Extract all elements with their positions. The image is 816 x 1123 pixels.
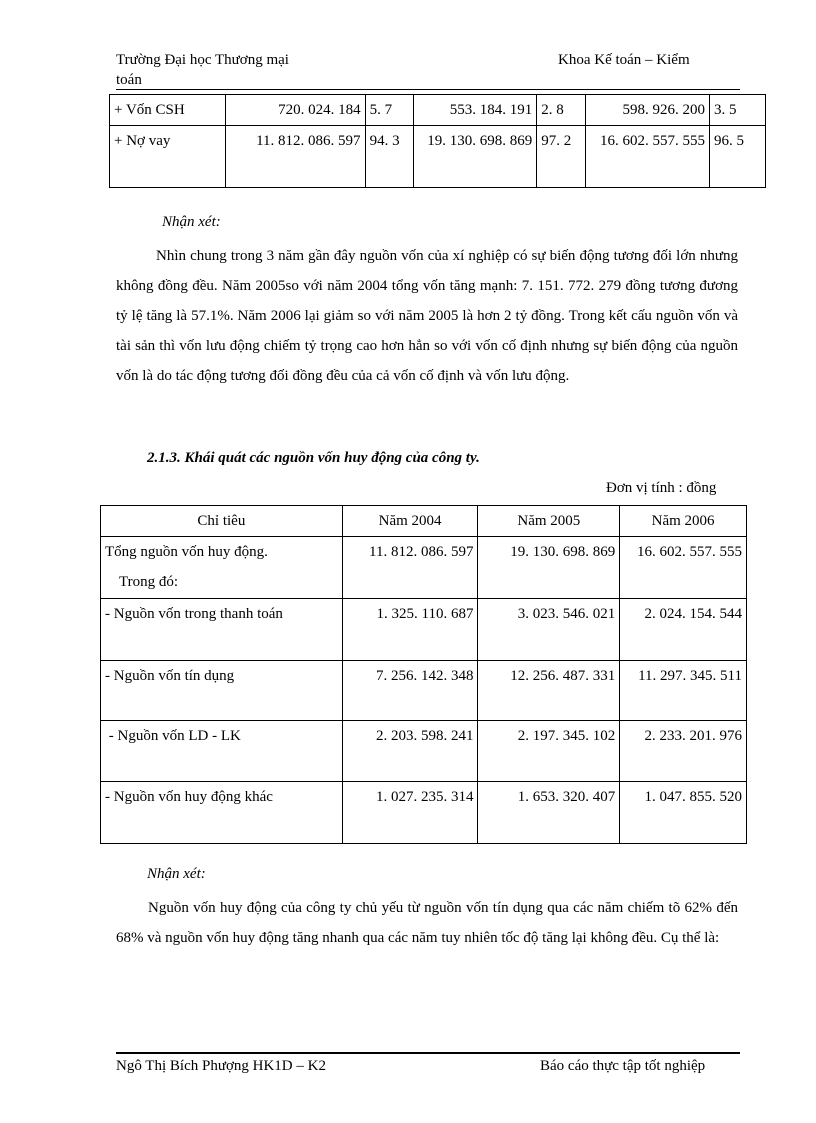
table-header-row bbox=[101, 506, 747, 537]
cell-percent: 96. 5 bbox=[710, 126, 766, 188]
table-row bbox=[110, 95, 766, 126]
cell-percent: 5. 7 bbox=[365, 95, 413, 126]
header-school-cont: toán bbox=[116, 72, 142, 88]
section-heading: 2.1.3. Khái quát các nguồn vốn huy động của công ty. bbox=[147, 450, 480, 466]
note-paragraph: Nguồn vốn huy động của công ty chủ yếu từ nguồn vốn tín dụng qua các năm chiếm tõ 62% đến 68% và nguồn vốn huy động tăng nhanh qua các năm tuy nhiên tốc độ tăng lại không đều. Cụ thể là: bbox=[116, 900, 738, 946]
note-label: Nhận xét: bbox=[162, 214, 221, 230]
cell-percent: 97. 2 bbox=[537, 126, 586, 188]
cell-value: 2. 203. 598. 241 bbox=[342, 721, 478, 782]
note-paragraph: Nhìn chung trong 3 năm gần đây nguồn vốn của xí nghiệp có sự biến động tương đối lớn nhưng không đồng đều. Năm 2005so với năm 2004 tổng vốn tăng mạnh: 7. 151. 772. 279 đồng tương đương tỷ lệ tăng là 57.1%. Năm 2006 lại giảm so với năm 2005 là hơn 2 tỷ đồng. Trong kết cấu nguồn vốn và tài sản thì vốn lưu động chiếm tỷ trọng cao hơn hẳn so với vốn cố định nhưng sự biến động của nguồn vốn là do tác động tương đối đồng đều của cả vốn cố định và vốn lưu động. bbox=[116, 248, 738, 384]
cell-value: 598. 926. 200 bbox=[586, 95, 710, 126]
cell-value: 19. 130. 698. 869 bbox=[413, 126, 537, 188]
cell-value: 1. 027. 235. 314 bbox=[342, 782, 478, 844]
cell-value: 553. 184. 191 bbox=[413, 95, 537, 126]
table-row bbox=[101, 721, 747, 782]
row-label: + Vốn CSH bbox=[110, 95, 226, 126]
table-row bbox=[101, 782, 747, 844]
row-label: - Nguồn vốn LD - LK bbox=[101, 721, 343, 782]
table-row bbox=[101, 599, 747, 661]
mobilized-capital-table bbox=[100, 505, 747, 844]
cell-value: 1. 653. 320. 407 bbox=[478, 782, 620, 844]
cell-value: 11. 297. 345. 511 bbox=[620, 661, 747, 721]
column-header: Năm 2004 bbox=[342, 506, 478, 537]
cell-value: 3. 023. 546. 021 bbox=[478, 599, 620, 661]
column-header: Năm 2006 bbox=[620, 506, 747, 537]
row-label bbox=[101, 537, 343, 599]
column-header: Chỉ tiêu bbox=[101, 506, 343, 537]
footer-rule bbox=[116, 1052, 740, 1054]
cell-value: 12. 256. 487. 331 bbox=[478, 661, 620, 721]
header-faculty: Khoa Kế toán – Kiểm bbox=[558, 52, 690, 68]
cell-value: 16. 602. 557. 555 bbox=[586, 126, 710, 188]
unit-label: Đơn vị tính : đồng bbox=[606, 480, 717, 496]
cell-value: 720. 024. 184 bbox=[225, 95, 365, 126]
row-label: - Nguồn vốn huy động khác bbox=[101, 782, 343, 844]
cell-value: 2. 024. 154. 544 bbox=[620, 599, 747, 661]
capital-structure-table bbox=[109, 94, 766, 188]
table-row bbox=[101, 537, 747, 599]
footer-author: Ngô Thị Bích Phượng HK1D – K2 bbox=[116, 1058, 326, 1074]
table-row bbox=[110, 126, 766, 188]
row-label: - Nguồn vốn tín dụng bbox=[101, 661, 343, 721]
note-label: Nhận xét: bbox=[147, 866, 206, 882]
header-rule bbox=[116, 89, 740, 90]
column-header: Năm 2005 bbox=[478, 506, 620, 537]
cell-value: 2. 197. 345. 102 bbox=[478, 721, 620, 782]
cell-value: 1. 047. 855. 520 bbox=[620, 782, 747, 844]
cell-value: 16. 602. 557. 555 bbox=[620, 537, 747, 599]
cell-percent: 94. 3 bbox=[365, 126, 413, 188]
cell-value: 11. 812. 086. 597 bbox=[225, 126, 365, 188]
table-row bbox=[101, 661, 747, 721]
footer-report-title: Báo cáo thực tập tốt nghiệp bbox=[540, 1058, 706, 1074]
cell-value: 7. 256. 142. 348 bbox=[342, 661, 478, 721]
row-sublabel: Trong đó: bbox=[119, 574, 179, 590]
cell-value: 1. 325. 110. 687 bbox=[342, 599, 478, 661]
cell-value: 2. 233. 201. 976 bbox=[620, 721, 747, 782]
row-label-text: Tổng nguồn vốn huy động. bbox=[105, 544, 268, 560]
cell-value: 19. 130. 698. 869 bbox=[478, 537, 620, 599]
header-school: Trường Đại học Thương mại bbox=[116, 52, 289, 68]
row-label: + Nợ vay bbox=[110, 126, 226, 188]
cell-percent: 3. 5 bbox=[710, 95, 766, 126]
cell-percent: 2. 8 bbox=[537, 95, 586, 126]
cell-value: 11. 812. 086. 597 bbox=[342, 537, 478, 599]
row-label: - Nguồn vốn trong thanh toán bbox=[101, 599, 343, 661]
